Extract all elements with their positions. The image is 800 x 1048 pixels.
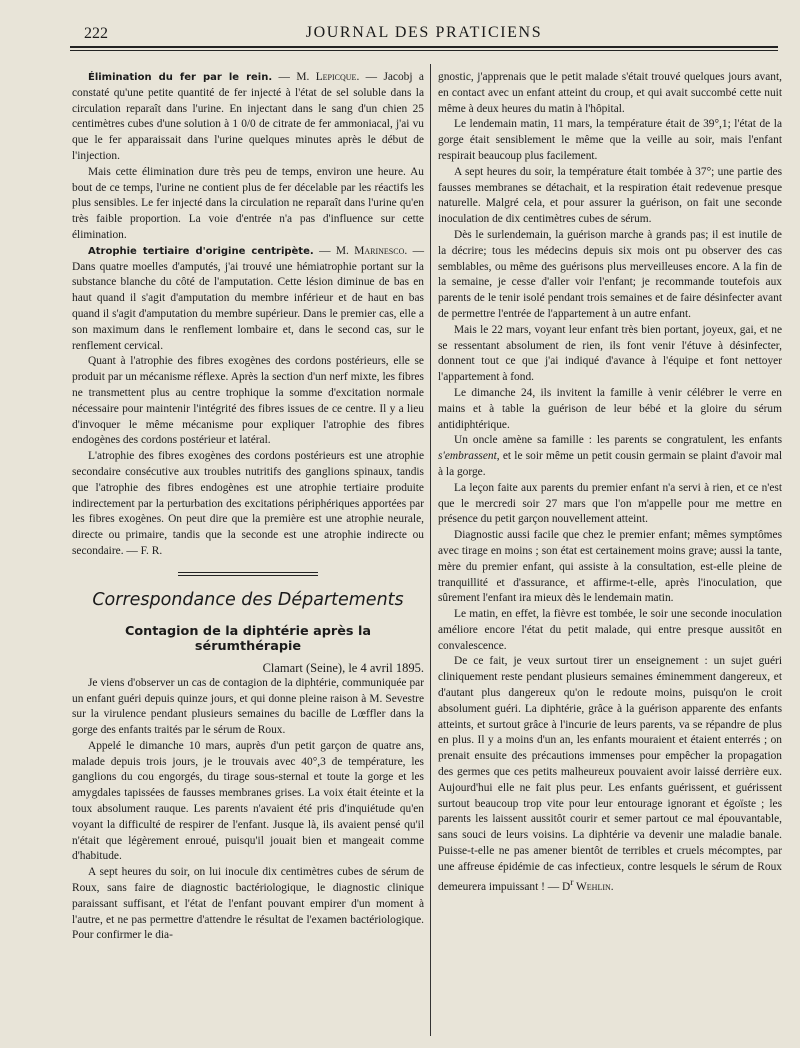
run-in-heading: Élimination du fer par le rein. [88,72,273,83]
header-rule [70,46,778,48]
author-name: Marinesco [354,244,405,257]
paragraph: Le lendemain matin, 11 mars, la température était de 39°,1; l'état de la gorge était sensiblement le même que la veille au soir, mais l'enfant respirait beaucoup plus facilement. [438,118,782,162]
paragraph: De ce fait, je veux surtout tirer un enseignement : un sujet guéri cliniquement reste pendant plusieurs semaines éminemment dangereux, et d'autant plus dangereux qu'on le redoute moins, puisqu'on le croit absolument guéri. La diphtérie, grâce à la guérison apparente des enfants atteints, et surtout grâce à l'incurie de leurs parents, va se répandre de plus en plus. Il y a moins d'un an, les enfants mouraient et étaient enterrés ; on prenait ensuite des précautions immenses pour empêcher la propagation des germes que ces petits malheureux pouvaient avoir laissé derrière eux. Aujourd'hui elle ne fait plus peur. Les enfants guérissent, et guérissent surtout beaucoup trop vite pour leur entourage ignorant et égoïste ; les parents les laissent aussitôt courir et semer partout ce mal épouvantable, sans souci de leurs voisins. La diphtérie va devenir une maladie banale. Puisse-t-elle ne pas amener bientôt de terribles et cruels mécomptes, par une affreuse épidémie de cas infectieux, contre lesquels le sérum de Roux demeurera impuissant ! — $D^r$ Wehlin. [438,655,782,893]
paragraph: Mais le 22 mars, voyant leur enfant très bien portant, joyeux, gai, et ne se ressentant absolument de rien, ils font venir l'étuve à désinfecter, donnent tout ce que j'ai indiqué d'avance à l'équipe et font nettoyer l'appartement à fond. [438,323,782,384]
paragraph: A sept heures du soir, on lui inocule dix centimètres cubes de sérum de Roux, sans faire de diagnostic bactériologique, le diagnostic clinique paraissant suffisant, et l'état de l'enfant pouvant empirer d'un moment à l'autre, et ne pas permettre d'attendre le résultat de l'examen bactériologique. Pour confirmer le dia- [72,866,424,942]
paragraph: La leçon faite aux parents du premier enfant n'a servi à rien, et ce n'est que le mercredi soir 27 mars que l'on m'appelle pour me mettre en présence du petit garçon nouvellement atteint. [438,481,782,526]
column-divider [430,64,431,1036]
signature: Wehlin [573,880,611,893]
section-title: Correspondance des Départements [92,589,404,610]
left-column [72,70,424,944]
paragraph: Diagnostic aussi facile que chez le premier enfant; mêmes symptômes avec tirage en moins ; son état est certainement moins grave; aussi la tante, mère du premier enfant, qui assiste à la consultation, est-elle pleine de tranquillité et d'assurance, et affirme-t-elle, après l'inoculation, que sûrement l'enfant ira mieux dès le lendemain matin. [438,529,782,605]
paragraph: Appelé le dimanche 10 mars, auprès d'un petit garçon de quatre ans, malade depuis trois jours, je le trouvais avec 40°,3 de température, les ganglions du cou engorgés, du tirage sous-sternal et toute la gorge et les amygdales tapissées de fausses membranes grises. La voix était éteinte et la toux absolument rauque. Les parents n'avaient été pris d'inquiétude qu'en voyant la difficulté de respirer de l'enfant. Jusque là, ils avaient pensé qu'il n'était que légèrement enroué, puisqu'il jouait bien et mangeait comme d'habitude. [72,739,424,863]
paragraph: Je viens d'observer un cas de contagion de la diphtérie, communiquée par un enfant guéri depuis quinze jours, et qui donne pleine raison à M. Sevestre sur la virulence pendant plusieurs semaines du bacille de Lœffler dans la gorge des enfants traités par le sérum de Roux. [72,676,424,737]
section-rule-thin [178,575,318,576]
header-rule-thin [70,50,778,51]
paragraph: Mais cette élimination dure très peu de temps, environ une heure. Au bout de ce temps, l'urine ne contient plus de fer décelable par les réactifs les plus sensibles. Le fer injecté dans la circulation ne reparaît dans l'urine qu'en très faible proportion. La voie d'entrée n'a pas d'influence sur cette élimination. [72,165,424,241]
paragraph: gnostic, j'apprenais que le petit malade s'était trouvé quelques jours avant, en contact avec un enfant atteint du croup, et qui avait succombé cette nuit même à deux heures du matin à l'hôpital. [438,71,782,115]
paragraph: Le matin, en effet, la fièvre est tombée, le soir une seconde inoculation améliore encore l'état du petit malade, qui entre presque aussitôt en convalescence. [438,608,782,652]
paragraph: Dès le surlendemain, la guérison marche à grands pas; il est inutile de la décrire; tous les médecins depuis six mois ont pu observer des cas semblables, ou même des guérisons plus merveilleuses encore. A la fin de la semaine, je cesse d'aller voir l'enfant; je recommande toutefois aux parents de le tenir isolé pendant trois semaines et de faire désinfecter avant de permettre l'entrée de l'appartement à un autre enfant. [438,228,782,320]
paragraph: Quant à l'atrophie des fibres exogènes des cordons postérieurs, elle se produit par un mécanisme réflexe. Après la section d'un nerf mixte, les fibres ne transmettent plus au centre trophique la somme d'excitation normale nécessaire pour maintenir l'intégrité des fibres issues de ce centre. Il y a lieu d'invoquer le même mécanisme pour expliquer l'atrophie des fibres endogènes des cordons postérieur et latéral. [72,355,424,447]
author-name: Lepicque [315,71,357,83]
running-header [70,22,778,44]
paragraph: Un oncle amène sa famille : les parents se congratulent, les enfants s'embrassent, et le soir même un petit cousin germain se plaint d'avoir mal à la gorge. [438,434,782,478]
emphasis: s'embrassent [438,450,497,463]
section-rule [178,572,318,573]
page-number: 222 [84,25,108,42]
run-in-heading: Atrophie tertiaire d'origine centripète. [88,245,314,257]
article-title: Contagion de la diphtérie après la sérumthérapie [124,623,372,654]
paragraph: A sept heures du soir, la température était tombée à 37°; une partie des fausses membranes se détachait, et la respiration était redevenue presque naturelle. Malgré cela, et pour assurer la guérison, on fait une seconde inoculation de dix centimètres cubes de sérum. [438,165,782,226]
journal-title: JOURNAL DES PRATICIENS [305,24,543,41]
paragraph: L'atrophie des fibres exogènes des cordons postérieurs est une atrophie secondaire consécutive aux troubles nutritifs des ganglions spinaux, tandis que l'atrophie des fibres endogènes est une atrophie tertiaire produite indirectement par la perturbation des excitations périphériques apportées par les fibres exogènes. On peut dire que la première est une atrophie neurale, directe ou primaire, tandis que la seconde est une atrophie indirecte ou secondaire. — F. R. [72,450,424,557]
right-column [438,70,782,895]
dateline: Clamart (Seine), le 4 avril 1895. [262,660,424,675]
paragraph: Le dimanche 24, ils invitent la famille à venir célébrer le verre en mains et à table la guérison de leur bébé et la gloire du sérum antidiphtérique. [438,386,782,431]
paragraph: Atrophie tertiaire d'origine centripète. — M. Marinesco. — Dans quatre moelles d'amputés, j'ai trouvé une hémiatrophie portant sur la substance blanche du côté de l'amputation. Cette lésion diminue de bas en haut quand il s'agit d'amputation du membre inférieur et de haut en bas quand il s'agit d'amputation du membre supérieur. Dans le premier cas, elle a son maximum dans le renflement lombaire et, dans le second cas, sur le renflement cervical. [72,244,424,352]
paragraph: Élimination du fer par le rein. — M. Lepicque. — Jacobj a constaté qu'une petite quantité de fer injecté à l'état de sel soluble dans la circulation reparaît dans l'urine. En injectant dans le sang d'un chien 25 centimètres cubes d'une solution à 1 0/0 de citrate de fer ammoniacal, j'ai vu que le fer apparaissait dans l'urine quelques minutes après le début de l'injection. [72,71,424,162]
